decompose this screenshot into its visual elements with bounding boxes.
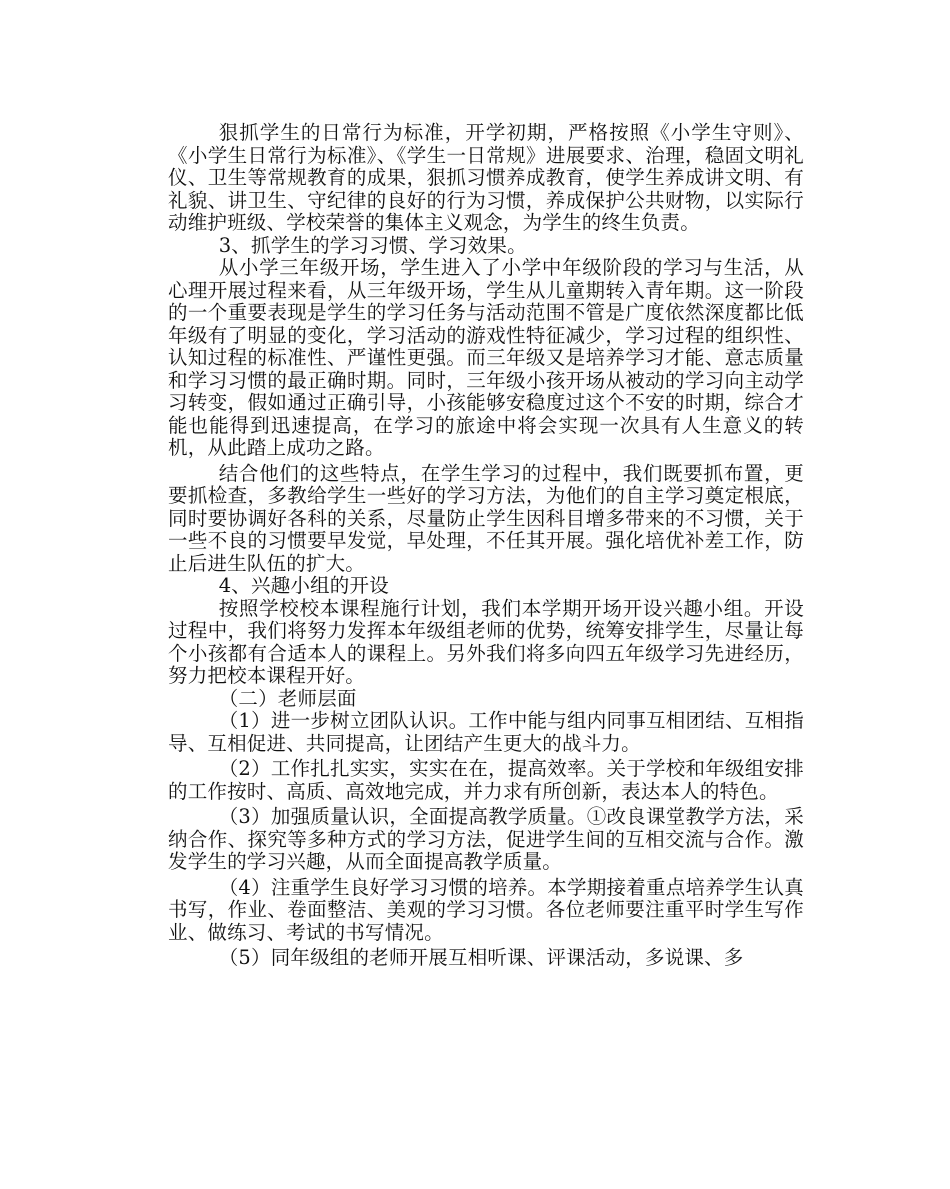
paragraph-teacher-item-1: （1）进一步树立团队认识。工作中能与组内同事互相团结、互相指导、互相促进、共同提高，让团结产生更大的战斗力。 xyxy=(168,709,804,755)
paragraph-study-methods: 结合他们的这些特点，在学生学习的过程中，我们既要抓布置，更要抓检查，多教给学生一些好的学习方法，为他们的自主学习奠定根底，同时要协调好各科的关系，尽量防止学生因科目增多带来的不习惯，关于一些不良的习惯要早发觉，早处理，不任其开展。强化培优补差工作，防止后进生队伍的扩大。 xyxy=(168,461,804,575)
paragraph-behavior-standards: 狠抓学生的日常行为标准，开学初期，严格按照《小学生守则》、《小学生日常行为标准》、《学生一日常规》进展要求、治理，稳固文明礼仪、卫生等常规教育的成果，狠抓习惯养成教育，使学生养成讲文明、有礼貌、讲卫生、守纪律的良好的行为习惯，养成保护公共财物，以实际行动维护班级、学校荣誉的集体主义观念，为学生的终生负责。 xyxy=(168,121,804,234)
paragraph-teacher-item-4: （4）注重学生良好学习习惯的培养。本学期接着重点培养学生认真书写，作业、卷面整洁、美观的学习习惯。各位老师要注重平时学生写作业、做练习、考试的书写情况。 xyxy=(168,875,804,944)
heading-teacher-level: （二）老师层面 xyxy=(218,686,357,710)
paragraph-teacher-item-3: （3）加强质量认识，全面提高教学质量。①改良课堂教学方法，采纳合作、探究等多种方式的学习方法，促进学生间的互相交流与合作。激发学生的学习兴趣，从而全面提高教学质量。 xyxy=(168,805,804,873)
paragraph-teacher-item-2: （2）工作扎扎实实，实实在在，提高效率。关于学校和年级组安排的工作按时、高质、高效地完成，并力求有所创新，表达本人的特色。 xyxy=(168,757,804,803)
paragraph-teacher-item-5: （5）同年级组的老师开展互相听课、评课活动，多说课、多 xyxy=(218,946,744,969)
heading-interest-groups: 4、兴趣小组的开设 xyxy=(218,574,389,597)
document-body xyxy=(168,122,804,970)
paragraph-interest-groups: 按照学校校本课程施行计划，我们本学期开场开设兴趣小组。开设过程中，我们将努力发挥本年级组老师的优势，统筹安排学生，尽量让每个小孩都有合适本人的课程上。另外我们将多向四五年级学习先进经历，努力把校本课程开好。 xyxy=(168,596,804,687)
paragraph-grade-three-development: 从小学三年级开场，学生进入了小学中年级阶段的学习与生活，从心理开展过程来看，从三年级开场，学生从儿童期转入青年期。这一阶段的一个重要表现是学生的学习任务与活动范围不管是广度依然深度都比低年级有了明显的变化，学习活动的游戏性特征减少，学习过程的组织性、认知过程的标准性、严谨性更强。而三年级又是培养学习才能、意志质量和学习习惯的最正确时期。同时，三年级小孩开场从被动的学习向主动学习转变，假如通过正确引导，小孩能够安稳度过这个不安的时期，综合才能也能得到迅速提高，在学习的旅途中将会实现一次具有人生意义的转机，从此踏上成功之路。 xyxy=(168,256,804,459)
heading-study-habits: 3、抓学生的学习习惯、学习效果。 xyxy=(218,233,527,257)
